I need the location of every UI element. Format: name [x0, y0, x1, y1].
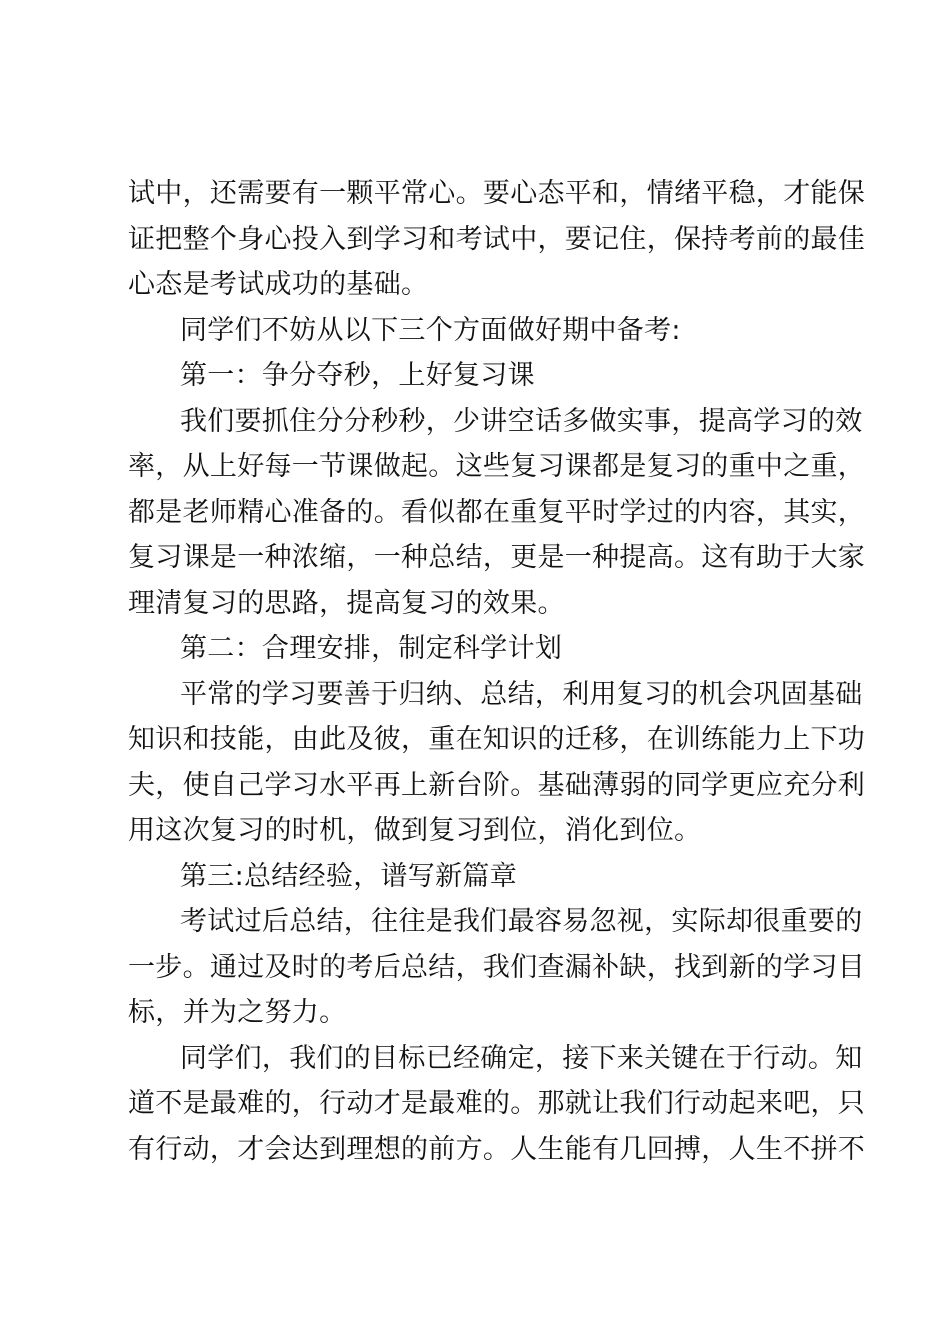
text-line: 夫，使自己学习水平再上新台阶。基础薄弱的同学更应充分利	[128, 769, 866, 801]
text-line: 道不是最难的，行动才是最难的。那就让我们行动起来吧，只	[128, 1088, 866, 1119]
text-line: 一步。通过及时的考后总结，我们查漏补缺，找到新的学习目	[128, 951, 866, 983]
paragraph-first-line: 同学们，我们的目标已经确定，接下来关键在于行动。知	[180, 1042, 863, 1074]
text-line: 标，并为之努力。	[128, 997, 347, 1028]
text-line: 率，从上好每一节课做起。这些复习课都是复习的重中之重，	[128, 451, 866, 482]
paragraph-first-line: 我们要抓住分分秒秒，少讲空话多做实事，提高学习的效	[180, 405, 863, 437]
section-heading-second: 第二：合理安排，制定科学计划	[180, 633, 563, 664]
text-line: 用这次复习的时机，做到复习到位，消化到位。	[128, 815, 702, 846]
text-line: 心态是考试成功的基础。	[128, 269, 429, 300]
text-line: 都是老师精心准备的。看似都在重复平时学过的内容，其实，	[128, 496, 866, 528]
text-line: 试中，还需要有一颗平常心。要心态平和，情绪平稳，才能保	[128, 178, 866, 209]
section-heading-first: 第一：争分夺秒，上好复习课	[180, 360, 535, 391]
paragraph-first-line: 同学们不妨从以下三个方面做好期中备考:	[180, 314, 681, 346]
text-line: 证把整个身心投入到学习和考试中，要记住，保持考前的最佳	[128, 223, 866, 255]
text-line: 有行动，才会达到理想的前方。人生能有几回搏，人生不拼不	[128, 1133, 866, 1165]
document-body	[128, 171, 866, 1172]
paragraph-first-line: 平常的学习要善于归纳、总结，利用复习的机会巩固基础	[180, 678, 863, 710]
paragraph-first-line: 考试过后总结，往往是我们最容易忽视，实际却很重要的	[180, 906, 863, 937]
text-line: 知识和技能，由此及彼，重在知识的迁移，在训练能力上下功	[128, 724, 866, 755]
text-line: 复习课是一种浓缩，一种总结，更是一种提高。这有助于大家	[128, 542, 866, 573]
section-heading-third: 第三:总结经验，谱写新篇章	[180, 860, 517, 892]
text-line: 理清复习的思路，提高复习的效果。	[128, 587, 565, 619]
